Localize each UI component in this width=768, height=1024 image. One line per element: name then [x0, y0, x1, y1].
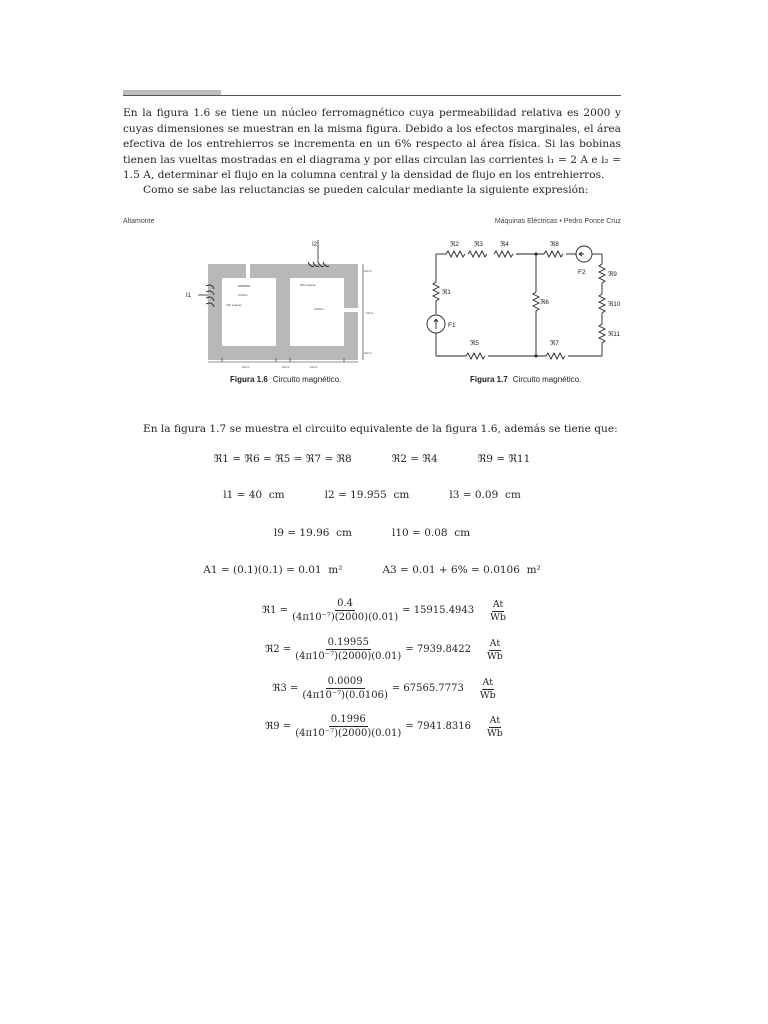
- length-l1: l1 = 40 cm: [223, 489, 285, 501]
- r10-label: ℜ10: [608, 301, 621, 308]
- equality-1: ℜ1 = ℜ6 = ℜ5 = ℜ7 = ℜ8: [213, 453, 352, 465]
- running-header-left: Altamonte: [123, 218, 155, 225]
- length-l9: l9 = 19.96 cm: [273, 527, 352, 539]
- unit-denominator: Wb: [479, 689, 496, 701]
- length-l10: l10 = 0.08 cm: [392, 527, 471, 539]
- equation-unit: [480, 677, 496, 701]
- r8-label: ℜ8: [550, 241, 559, 248]
- equation-result: = 7939.8422: [405, 644, 471, 655]
- equation-result: = 7941.8316: [405, 721, 471, 732]
- unit-denominator: Wb: [490, 611, 506, 623]
- fraction-numerator: 0.1996: [330, 714, 366, 725]
- i2-label: I2: [312, 242, 318, 248]
- r6-label: ℜ6: [540, 299, 549, 306]
- unit-numerator: At: [482, 676, 494, 688]
- gap-right-label: 0.08cm: [314, 307, 324, 311]
- dim-bottom-right-label: 10cm: [364, 351, 372, 355]
- equivalent-circuit-paragraph: En la figura 1.7 se muestra el circuito equivalente de la figura 1.6, además se tiene que:: [143, 423, 618, 435]
- unit-numerator: At: [489, 637, 501, 649]
- equation-lhs: ℜ9 =: [265, 721, 292, 732]
- equation-fraction: [302, 676, 388, 701]
- r2-label: ℜ2: [450, 241, 459, 248]
- problem-paragraph: En la figura 1.6 se tiene un núcleo ferromagnético cuya permeabilidad relativa es 2000 y cuyas dimensiones se muestran en la misma figura. Debido a los efectos marginales, el área efectiva de los entrehierros se incrementa en un 6% respecto al área física. Si las bobinas tienen las vueltas mostradas en el diagrama y por ellas circulan las corrientes i₁ = 2 A e i₂ = 1.5 A, determinar el flujo en la columna central y la densidad de flujo en los entrehierros.: [123, 107, 621, 181]
- figure-1-6-caption: [230, 375, 341, 384]
- header-rule: [123, 95, 621, 96]
- running-header-right: Máquinas Eléctricas • Pedro Ponce Cruz: [494, 218, 621, 225]
- left-air-gap: [246, 264, 250, 278]
- length-l3: l3 = 0.09 cm: [449, 489, 521, 501]
- figure-1-7-caption-text: Circuito magnético.: [512, 375, 582, 384]
- fraction-denominator: (4π10⁻⁷)(2000)(0.01): [295, 651, 402, 662]
- length-l2: l2 = 19.955 cm: [324, 489, 410, 501]
- reluctance-equation: [0, 637, 768, 662]
- equation-fraction: [295, 637, 401, 662]
- reluctance-equation: [0, 714, 768, 739]
- r5-label: ℜ5: [470, 340, 479, 347]
- equation-result: = 67565.7773: [391, 683, 464, 694]
- unit-numerator: At: [489, 714, 501, 726]
- fraction-denominator: (4π10⁻⁷)(2000)(0.01): [295, 728, 402, 739]
- dim-bottom-a-label: 10cm: [242, 365, 250, 369]
- figure-1-6-caption-label: Figura 1.6: [230, 375, 268, 384]
- equation-lhs: ℜ1 =: [262, 605, 289, 616]
- lengths-row-1: [123, 489, 621, 501]
- reluctance-equation: [0, 598, 768, 623]
- f2-label: F2: [578, 269, 586, 276]
- unit-numerator: At: [492, 598, 504, 610]
- equality-3: ℜ9 = ℜ11: [477, 453, 531, 465]
- equation-unit: [490, 599, 506, 623]
- equation-lhs: ℜ2 =: [265, 644, 292, 655]
- area-a1: A1 = (0.1)(0.1) = 0.01 m²: [203, 564, 343, 576]
- r7-label: ℜ7: [550, 340, 559, 347]
- fraction-denominator: (4π10⁻⁷)(2000)(0.01): [292, 612, 399, 623]
- turns-right-label: 500 espiras: [300, 283, 316, 287]
- fraction-numerator: 0.19955: [327, 637, 369, 648]
- gap-left-label: 0.09cm: [238, 293, 248, 297]
- unit-denominator: Wb: [486, 650, 503, 662]
- reluctance-equation: [0, 676, 768, 701]
- r4-label: ℜ4: [500, 241, 509, 248]
- equation-unit: [487, 715, 503, 739]
- equation-fraction: [295, 714, 401, 739]
- area-a3: A3 = 0.01 + 6% = 0.0106 m²: [382, 564, 541, 576]
- fraction-numerator: 0.0009: [327, 676, 363, 687]
- r9-label: ℜ9: [608, 271, 617, 278]
- i1-label: I1: [186, 293, 192, 299]
- equation-result: = 15915.4943: [402, 605, 475, 616]
- figure-1-7-caption: [470, 375, 581, 384]
- magnetic-core-figure: [186, 234, 390, 370]
- intro-expression-paragraph: Como se sabe las reluctancias se pueden calcular mediante la siguiente expresión:: [143, 184, 589, 196]
- fraction-denominator: (4π10⁻⁷)(0.0106): [302, 690, 388, 701]
- dim-bottom-c-label: 10cm: [310, 365, 318, 369]
- equality-2: ℜ2 = ℜ4: [391, 453, 438, 465]
- r11-label: ℜ11: [608, 331, 621, 338]
- figure-1-7-caption-label: Figura 1.7: [470, 375, 508, 384]
- dim-right-label: 10cm: [366, 311, 374, 315]
- turns-left-label: 700 espiras: [226, 303, 242, 307]
- lengths-row-2: [123, 527, 621, 539]
- r1-label: ℜ1: [442, 289, 451, 296]
- f1-label: F1: [448, 322, 456, 329]
- r3-label: ℜ3: [474, 241, 483, 248]
- equation-lhs: ℜ3 =: [272, 683, 299, 694]
- equivalent-circuit-figure: [426, 232, 621, 370]
- figure-1-6-caption-text: Circuito magnético.: [272, 375, 342, 384]
- reluctance-equalities: [123, 453, 621, 465]
- equation-fraction: [292, 598, 398, 623]
- dim-bottom-b-label: 10cm: [282, 365, 290, 369]
- unit-denominator: Wb: [486, 727, 503, 739]
- dim-top-label: 10cm: [364, 269, 372, 273]
- fraction-numerator: 0.4: [337, 598, 354, 609]
- right-air-gap: [344, 308, 358, 312]
- equation-unit: [487, 638, 503, 662]
- areas-row: [123, 564, 621, 576]
